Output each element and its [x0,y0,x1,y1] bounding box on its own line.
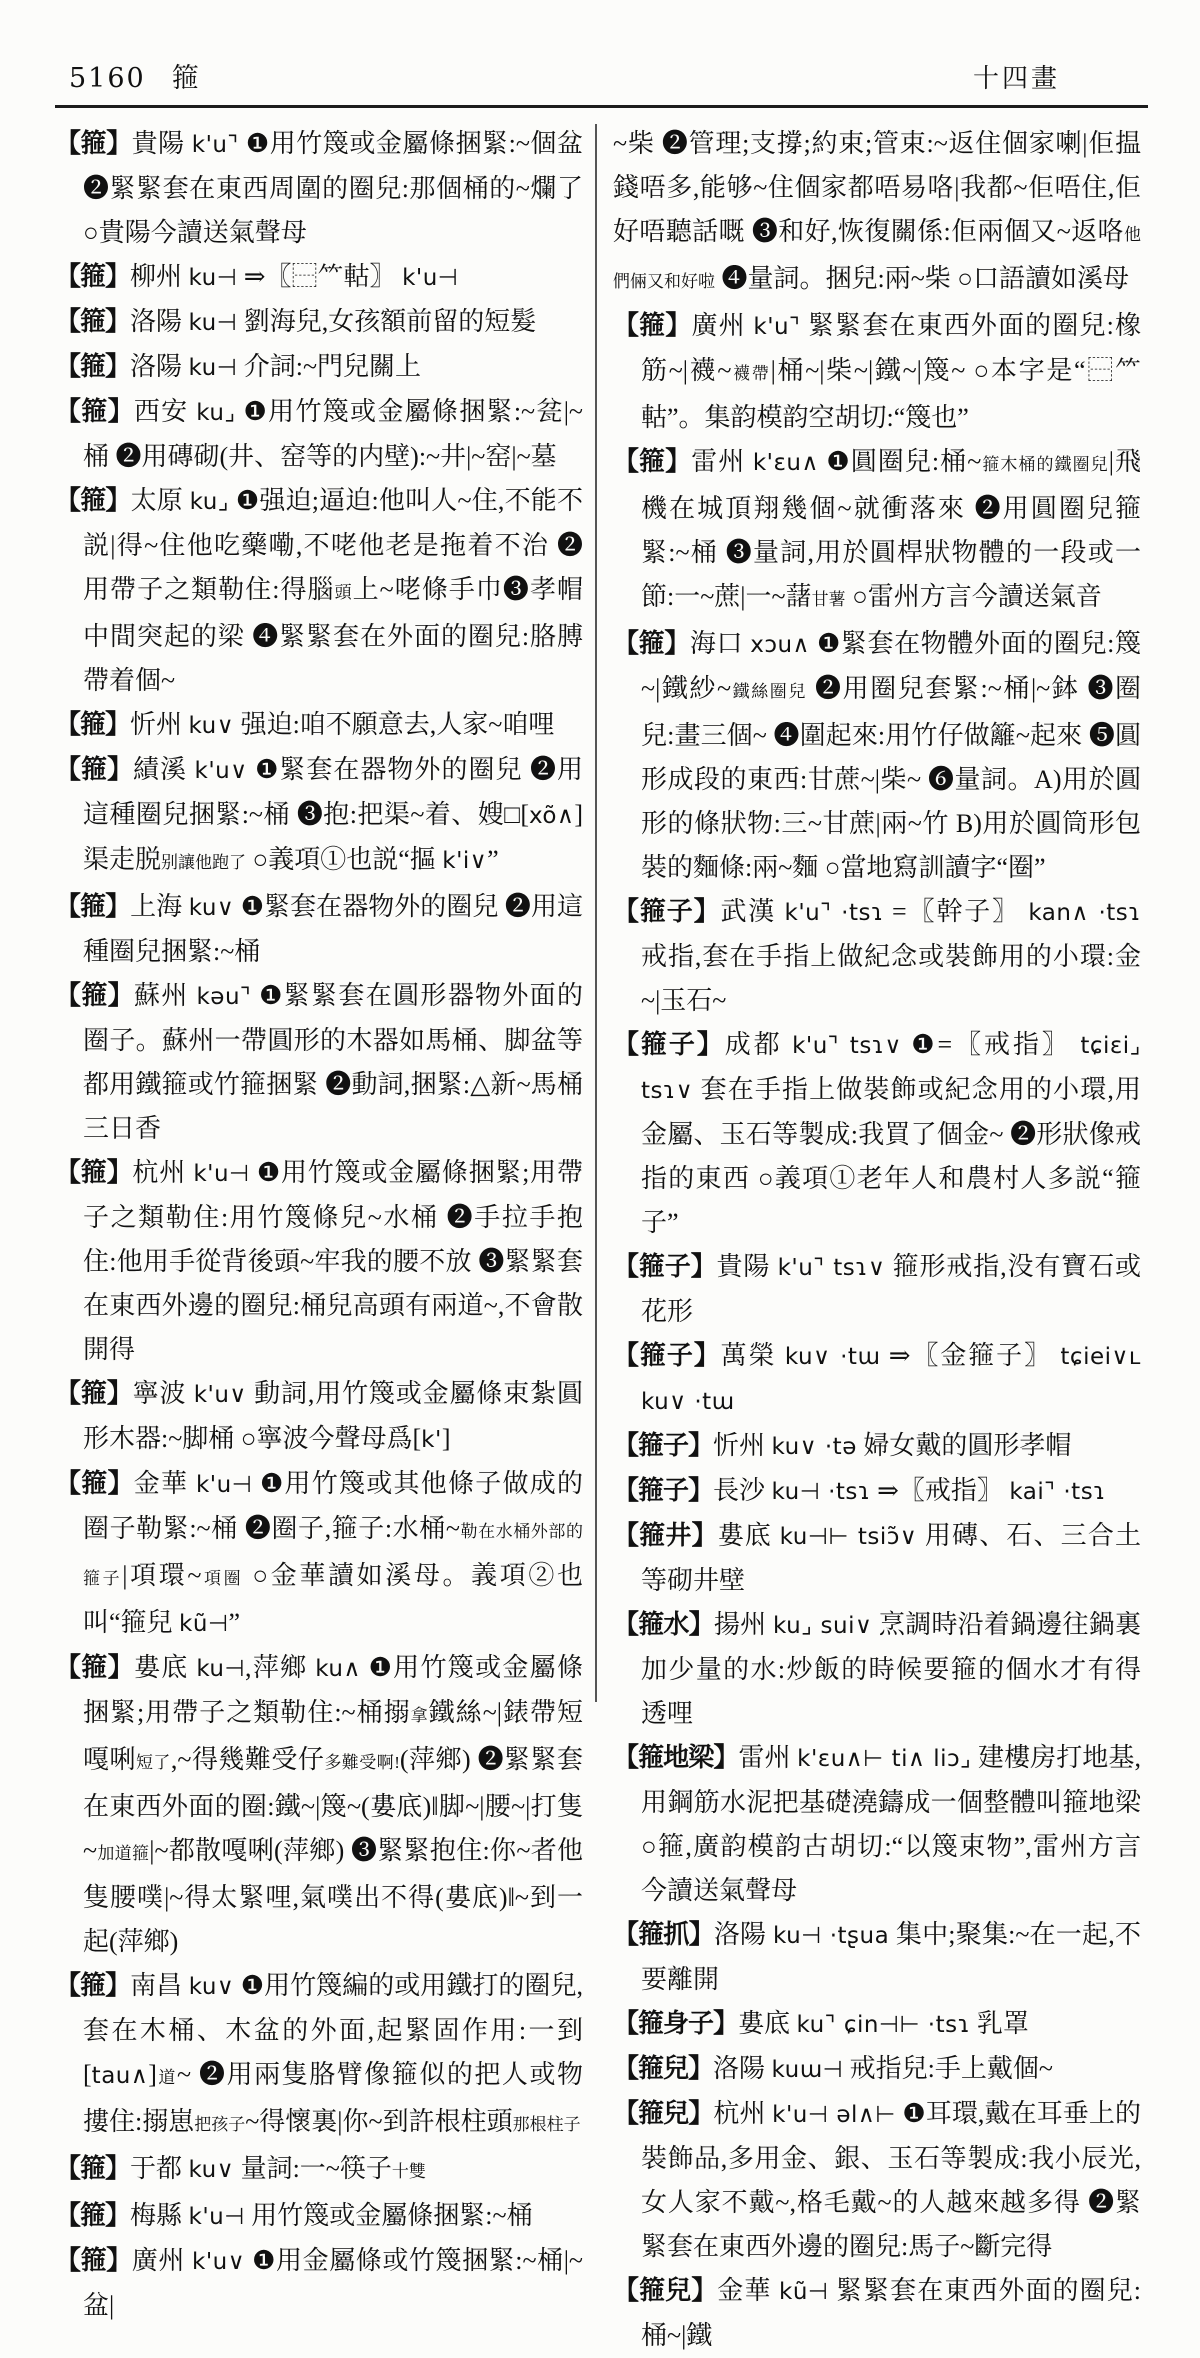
pronunciation: k'i∨ [442,848,488,874]
entry-headword: 【箍】 [55,2246,132,2275]
entry-headword: 【箍兒】 [613,2099,714,2128]
gloss-small-text: 别讓他跑了 [161,853,247,872]
entry-headword: 【箍】 [55,892,131,921]
pronunciation: ku⌟ [189,489,230,515]
entry-text: ❹量詞。捆兒:兩~柴 ○口語讀如溪母 [715,264,1129,293]
entry-text: 績溪 [133,755,195,784]
dictionary-entry [55,1964,583,2147]
entry-text: ~柴 ❷管理;支撐;約束;管束:~返住個家喇|佢揾錢唔多,能够~住個家都唔易咯|我都~佢唔住,佢好唔聽話嘅 ❸和好,恢復關係:佢兩個又~返咯 [613,129,1141,246]
pronunciation: ku⌟ sui∨ [773,1613,873,1639]
pronunciation: k'u∨ [192,2249,246,2275]
pronunciation: k'u⌝ ·tsɿ [784,900,884,926]
entry-headword: 【箍】 [613,311,692,340]
dictionary-entry [55,2147,583,2194]
entry-text: 箍形戒指,没有寶石或花形 [641,1252,1141,1326]
pronunciation: ku∧ [315,1656,361,1682]
pronunciation: tɕiɛi⌟ tsɿ∨ [641,1033,1141,1104]
entry-headword: 【箍兒】 [613,2054,714,2083]
entry-text: ❶緊套在物體外面的圈兒:篾~|鐵紗~ [641,629,1141,703]
dictionary-entry [55,703,583,748]
pronunciation: kəu⌝ [196,984,252,1010]
gloss-small-text: 十雙 [391,2162,426,2181]
entry-text: 用磚、石、三合土等砌井壁 [641,1521,1141,1595]
header-left [69,56,201,95]
pronunciation: xõ∧ [529,803,575,829]
entry-text: ○雷州方言今讀送氣音 [845,582,1102,611]
pronunciation: tau∧ [91,2063,149,2089]
entry-text: 緊緊套在東西外面的圈兒:桶~|鐵 [641,2276,1141,2350]
gloss-small-text: 勒在水桶外部的箍子 [83,1522,584,1588]
left-column [55,122,583,2358]
dictionary-entry [55,255,583,300]
entry-text: ❶緊緊套在圓形器物外面的圈子。蘇州一帶圓形的木器如馬桶、脚盆等都用鐵箍或竹箍捆緊 ❷動詞,捆緊:△新~馬桶三日香 [83,981,583,1143]
dictionary-entry [613,1245,1141,1334]
entry-text: 戒指,套在手指上做紀念或裝飾用的小環:金~|玉石~ [641,942,1141,1015]
entry-text: 杭州 [132,1158,194,1187]
entry-headword: 【箍子】 [613,1341,721,1370]
entry-text: 雷州 [691,447,753,476]
pronunciation: k'u⌝ tsɿ∨ [777,1255,886,1281]
dictionary-entry [613,2047,1141,2092]
entry-text: 武漢 [720,897,785,926]
entry-headword: 【箍】 [613,447,692,476]
entry-text: ❶用竹篾或金屬條捆緊;用帶子之類勒住:~桶搦 [83,1653,583,1727]
pronunciation: k'u⊣ [193,1161,250,1187]
entry-text: 洛陽 [713,2054,772,2083]
entry-text: 動詞,用竹篾或金屬條束紮圓形木器:~脚桶 ○寧波今聲母爲[ [83,1379,583,1453]
dictionary-entry [613,1514,1141,1603]
entry-text: ,~得幾難受仔 [170,1745,325,1774]
entry-text: =〖幹子〗 [883,897,1029,926]
entry-text: |桶~|柴~|鐵~|篾~ ○本字是“⿱⺮軲”。集韵模韵空胡切:“篾也” [641,356,1142,432]
pronunciation: ku⊣ ·tʂua [772,1923,890,1949]
gloss-small-text: 短了 [135,1753,171,1772]
dictionary-entry [613,2092,1141,2269]
entry-text: 廣州 [691,311,754,340]
entry-text: ❷用圈兒套緊:~桶|~鉢 ❸圈兒:畫三個~ ❹圍起來:用竹仔做籬~起來 ❺圓形成段的東西:甘蔗~|柴~ ❻量詞。A)用於圓形的條狀物:三~甘蔗|兩~竹 B)用於圓筒形包裝的麵條:兩~麵 ○當地寫訓讀字“圈” [641,674,1142,882]
entry-headword: 【箍】 [55,1469,134,1498]
entry-text: 梅縣 [130,2201,189,2230]
entry-headword: 【箍井】 [613,1521,718,1550]
entry-text: 成都 [724,1030,793,1059]
pronunciation: ku⊣ [188,355,238,381]
gloss-small-text: 他們倆又和好啦 [613,225,1141,291]
dictionary-entry [55,1646,583,1964]
gloss-small-text: 項圈 [201,1569,244,1588]
entry-headword: 【箍水】 [613,1610,714,1639]
entry-text: 上海 [130,892,189,921]
pronunciation: k'ɛu∧ [752,450,819,476]
entry-text: ⇒〖金箍子〗 [880,1341,1061,1370]
entry-text: ⇒〖⿱⺮軲〗 [237,262,403,291]
entry-text: |項環~ [122,1561,202,1590]
dictionary-entry [55,974,583,1151]
entry-text: 柳州 [130,262,189,291]
dictionary-entry [613,1023,1141,1245]
entry-text: 忻州 [130,710,189,739]
pronunciation: k'u∨ [194,758,248,784]
dictionary-entry [613,122,1141,304]
entry-text: 于都 [130,2154,189,2183]
entry-text: 緊緊套在東西外面的圈兒:橡筋~|襪~ [641,311,1141,385]
entry-headword: 【箍】 [55,129,132,158]
entry-text: ❶耳環,戴在耳垂上的裝飾品,多用金、銀、玉石等製成:我小辰光,女人家不戴~,格毛戴~的人越來越多得 ❷緊緊套在東西外邊的圈兒:馬子~斷完得 [641,2099,1141,2261]
dictionary-entry [613,622,1141,890]
entry-text: 婁底 [717,1521,780,1550]
pronunciation: ku∨ [188,1974,235,2000]
pronunciation: ku∨ [188,895,235,921]
entry-text: (萍鄉) ❷緊緊套在東西外面的圈:鐵~|篾~(婁底)‖脚~|腰~|打隻~ [83,1745,583,1865]
pronunciation: k'u⊣ [188,2204,245,2230]
entry-headword: 【箍】 [613,629,690,658]
entry-text: ” [487,845,499,874]
entry-headword: 【箍】 [55,397,134,426]
dictionary-entry [55,2239,583,2328]
dictionary-entry [55,1151,583,1372]
gloss-small-text: 把孩子 [194,2115,246,2134]
entry-text: ~得懷裏|你~到許根柱頭 [245,2107,513,2136]
entry-text: 西安 [133,397,197,426]
page-number: 5160 [69,63,146,94]
entry-text: 金華 [133,1469,196,1498]
gloss-small-text: 加道箍 [97,1844,150,1863]
entry-text: ❶緊套在器物外的圈兒 ❷用這種圈兒捆緊:~桶 ❸抱:把渠~着、嫂□[ [83,755,583,829]
pronunciation: kũ⊣ [779,2279,829,2305]
entry-text: 建樓房打地基,用鋼筋水泥把基礎澆鑄成一個整體叫箍地梁 ○箍,廣韵模韵古胡切:“以篾束物”,雷州方言今讀送氣聲母 [641,1743,1141,1905]
pronunciation: ku⊣ [188,265,238,291]
gloss-small-text: 鐵絲圈兒 [731,682,807,701]
pronunciation: k'ɛu∧⊢ ti∧ liɔ⌟ [797,1746,972,1772]
entry-headword: 【箍】 [55,1971,131,2000]
entry-text: ❶用竹篾或金屬條捆緊:~個盆 ❷緊緊套在東西周圍的圈兒:那個桶的~爛了 ○貴陽今讀送氣聲母 [83,129,583,247]
entry-headword: 【箍】 [55,2201,131,2230]
entry-text: 上~咾條手巾❸孝帽中間突起的梁 ❹緊緊套在外面的圈兒:胳膊帶着個~ [83,575,583,695]
pronunciation: k'u⌝ tsɿ∨ [792,1033,902,1059]
pronunciation: kũ⊣ [179,1611,229,1637]
pronunciation: ku⊣ [196,1656,246,1682]
pronunciation: ku⌝ ɕin⊣⊢ ·tsɿ [796,2012,971,2038]
entry-headword: 【箍】 [55,1379,133,1408]
entry-text: 貴陽 [716,1252,778,1281]
dictionary-entry [613,1469,1141,1514]
entry-text: 海口 [689,629,751,658]
entry-text: ○金華讀如溪母。義項②也叫“箍兒 [83,1561,583,1637]
pronunciation: kai⌝ ·tsɿ [1009,1479,1106,1505]
gloss-small-text: 那根柱子 [512,2115,581,2134]
entry-text: 洛陽 [130,307,189,336]
entry-headword: 【箍地梁】 [613,1743,739,1772]
pronunciation: xɔu∧ [750,632,810,658]
pronunciation: ku⊣ [188,310,238,336]
page-header [55,28,1148,108]
entry-text: |~都散嘎唎(萍鄉) ❸緊緊抱住:你~者他隻腰噗|~得太緊哩,氣噗出不得(婁底)‖~到一起(萍鄉) [83,1836,583,1956]
gloss-small-text: 甘薯 [811,590,846,609]
entry-text: 烹調時沿着鍋邊往鍋裏加少量的水:炒飯的時候要箍的個水才有得透哩 [641,1610,1141,1728]
entry-text: |飛機在城頂翔幾個~就衝落來 ❷用圓圈兒箍緊:~桶 ❸量詞,用於圓桿狀物體的一段或一節:一~蔗|一~藷 [641,447,1141,611]
entry-text: 寧波 [132,1379,194,1408]
entry-text: ❶用竹篾編的或用鐵打的圈兒,套在木桶、木盆的外面,起緊固作用:一到[ [83,1971,583,2089]
gloss-small-text: 拿 [410,1706,429,1725]
entry-headword: 【箍抓】 [613,1920,714,1949]
entry-headword: 【箍】 [55,1653,134,1682]
dictionary-entry [55,1462,583,1646]
entry-text: ⇒〖戒指〗 [870,1476,1010,1505]
entry-text: 强迫:咱不願意去,人家~咱哩 [234,710,555,739]
dictionary-entry [613,2269,1141,2358]
dictionary-entry [55,1372,583,1462]
pronunciation: tɕiei∨ʟ ku∨ ·tɯ [641,1344,1141,1415]
entry-headword: 【箍子】 [613,897,721,926]
pronunciation: ku∨ ·tə [771,1434,857,1460]
gloss-small-text: 頭 [334,583,353,602]
entry-headword: 【箍】 [55,307,131,336]
dictionary-entry [55,2194,583,2239]
entry-text: 戒指兒:手上戴個~ [843,2054,1053,2083]
gloss-small-text: 襪帶 [731,364,771,383]
pronunciation: ku∨ [188,713,235,739]
entry-text: 忻州 [713,1431,772,1460]
entry-text: 量詞:一~筷子 [234,2154,392,2183]
dictionary-entry [55,345,583,390]
entry-headword: 【箍】 [55,981,134,1010]
entry-text: ❶用竹篾或金屬條捆緊:~瓫|~桶 ❷用磚砌(井、窑等的内壁):~井|~窑|~墓 [83,397,583,471]
entry-headword: 【箍身子】 [613,2009,739,2038]
entry-headword: 【箍】 [55,710,131,739]
pronunciation: k' [421,1427,442,1453]
entry-text: ~ ❷用兩隻胳臂像箍似的把人或物摟住:搦崽 [83,2060,583,2136]
entry-text: 雷州 [738,1743,798,1772]
gloss-small-text: 道 [156,2068,177,2087]
entry-text: 乳罩 [970,2009,1029,2038]
entry-text: 洛陽 [130,352,189,381]
dictionary-entry [613,440,1141,622]
pronunciation: k'u⌝ [753,314,801,340]
entry-text: 介詞:~門兒關上 [237,352,422,381]
dictionary-entry [55,300,583,345]
dictionary-entry [55,479,583,703]
entry-text: ❶用竹篾或金屬條捆緊;用帶子之類勒住:用竹篾條兒~水桶 ❷手拉手抱住:他用手從背後頭~牢我的腰不放 ❸緊緊套在東西外邊的圈兒:桶兒高頭有兩道~,不會散開得 [83,1158,583,1364]
entry-headword: 【箍子】 [613,1476,714,1505]
stroke-section-label: 十四畫 [972,64,1060,93]
entry-text: 婁底 [133,1653,197,1682]
pronunciation: k'u∨ [193,1382,247,1408]
entry-text: ❶用竹篾或其他條子做成的圈子勒緊:~桶 ❷圈子,箍子:水桶~ [83,1469,583,1543]
entry-text: 洛陽 [713,1920,773,1949]
entry-text: 貴陽 [131,129,192,158]
entry-text: ]渠走脱 [83,800,583,874]
dictionary-entry [613,1424,1141,1469]
entry-headword: 【箍子】 [613,1030,725,1059]
pronunciation: ku∨ [188,2157,235,2183]
pronunciation: ku⊣ ·tsɿ [771,1479,871,1505]
dictionary-entry [55,122,583,255]
entry-headword: 【箍】 [55,1158,133,1187]
entry-text: ] [441,1424,451,1453]
pronunciation: ku⊣⊢ tsiɔ̃∨ [779,1524,918,1550]
entry-text: ❶圓圈兒:桶~ [818,447,982,476]
entry-text: 集中;聚集:~在一起,不要離開 [641,1920,1141,1994]
entry-text: 長沙 [713,1476,772,1505]
entry-text: ❶强迫;逼迫:他叫人~住,不能不説|得~住他吃藥嘞,不咾他老是拖着不治 ❷用帶子之類勒住:得腦 [83,486,583,604]
entry-text: 揚州 [713,1610,774,1639]
entry-text: 劉海兒,女孩額前留的短髮 [237,307,537,336]
entry-text: ○義項①也説“摳 [246,845,443,874]
entry-text: 蘇州 [133,981,197,1010]
pronunciation: ku∨ ·tɯ [784,1344,881,1370]
entry-headword: 【箍兒】 [613,2276,718,2305]
entry-text: 金華 [717,2276,779,2305]
pronunciation: k'u⊣ [402,265,459,291]
pronunciation: k'u⌝ [191,132,239,158]
entry-headword: 【箍】 [55,486,131,515]
dictionary-entry [613,1603,1141,1736]
entry-headword: 【箍】 [55,2154,131,2183]
entry-text: ,萍鄉 [245,1653,316,1682]
entry-text: ❶緊套在器物外的圈兒 ❷用這種圈兒捆緊:~桶 [83,892,583,966]
entry-text: 婁底 [738,2009,797,2038]
gloss-small-text: 箍木桶的鐵圈兒 [981,455,1109,474]
pronunciation: k'u⊣ əl∧⊢ [772,2102,896,2128]
entry-headword: 【箍】 [55,755,134,784]
dictionary-entry [613,1736,1141,1913]
entry-text: 用竹篾或金屬條捆緊:~桶 [244,2201,533,2230]
entry-text: 太原 [130,486,190,515]
running-headword: 箍 [171,63,201,93]
dictionary-entry [613,2002,1141,2047]
text-columns [55,122,1148,2358]
pronunciation: kuɯ⊣ [771,2057,844,2083]
pronunciation: k'u⊣ [195,1472,253,1498]
entry-text: 婦女戴的圓形孝帽 [856,1431,1072,1460]
pronunciation: ku⌟ [196,400,236,426]
column-divider-rule [595,124,597,1702]
entry-text: 南昌 [130,1971,189,2000]
dictionary-entry [55,748,583,885]
entry-text: 套在手指上做裝飾或紀念用的小環,用金屬、玉石等製成:我買了個金~ ❷形狀像戒指的東西 ○義項①老年人和農村人多説“箍子” [641,1075,1141,1237]
dictionary-entry [613,1334,1141,1424]
dictionary-entry [613,304,1141,440]
dictionary-entry [55,885,583,974]
entry-text: ] [148,2060,157,2089]
entry-headword: 【箍】 [55,352,131,381]
entry-text: ❶=〖戒指〗 [901,1030,1081,1059]
entry-text: 鐵絲~|錶帶短嘎唎 [83,1698,583,1774]
dictionary-entry [613,1913,1141,2002]
entry-text: ❶用金屬條或竹篾捆緊:~桶|~盆| [83,2246,583,2320]
entry-text: 廣州 [131,2246,192,2275]
dictionary-entry [55,390,583,479]
entry-text: ” [228,1608,241,1637]
entry-headword: 【箍】 [55,262,131,291]
entry-text: 萬榮 [720,1341,785,1370]
gloss-small-text: 多難受啊! [324,1753,400,1772]
entry-headword: 【箍子】 [613,1252,717,1281]
right-column [613,122,1141,2358]
entry-text: 杭州 [713,2099,773,2128]
entry-headword: 【箍子】 [613,1431,714,1460]
dictionary-entry [613,890,1141,1023]
pronunciation: kan∧ ·tsɿ [1028,900,1141,926]
